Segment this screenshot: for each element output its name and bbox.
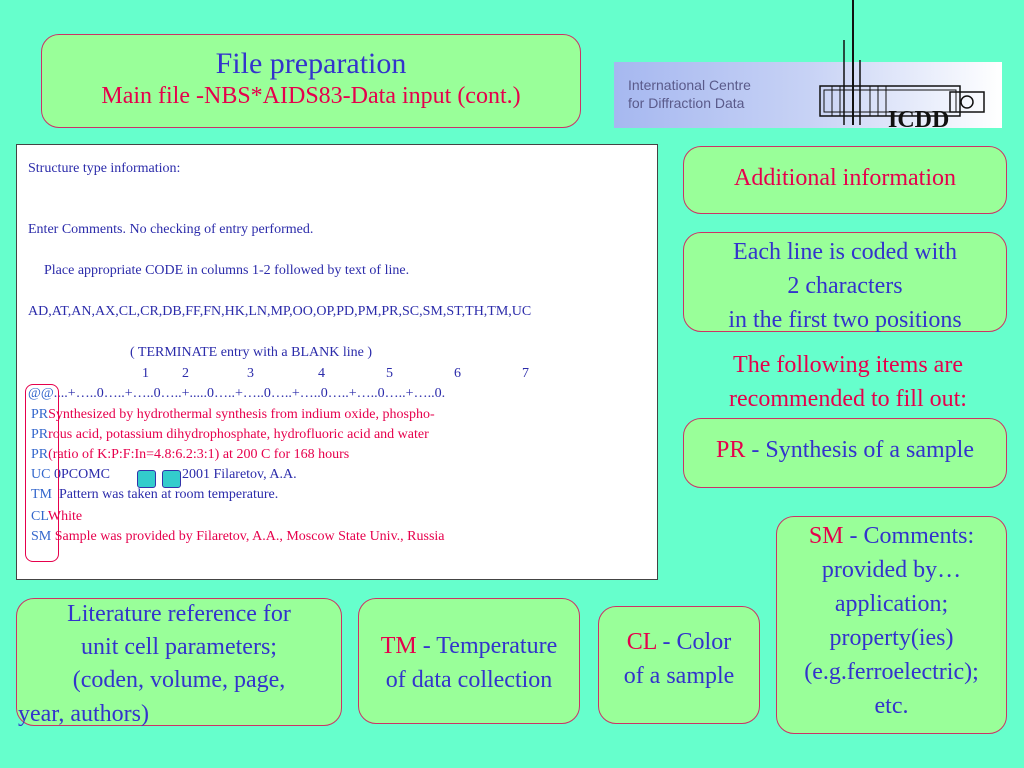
coded-line: 2 characters xyxy=(787,273,903,299)
cl-code: CL xyxy=(626,629,657,655)
code-list: AD,AT,AN,AX,CL,CR,DB,FF,FN,HK,LN,MP,OO,OP,PD,PM,PR,SC,SM,ST,TH,TM,UC xyxy=(28,304,532,319)
row-text: Pattern was taken at room temperature. xyxy=(59,487,279,502)
row-code: TM xyxy=(31,487,52,502)
icdd-logo-text xyxy=(628,76,751,112)
sm-line: application; xyxy=(834,591,949,617)
place-code-instruction: Place appropriate CODE in columns 1-2 followed by text of line. xyxy=(44,263,410,278)
row-text: Sample was provided by Filaretov, A.A., Moscow State Univ., Russia xyxy=(54,529,445,544)
column-number: 1 xyxy=(142,366,149,381)
column-number: 3 xyxy=(247,366,254,381)
row-text: 0PCOMC xyxy=(53,467,110,482)
column-number: 6 xyxy=(454,366,461,381)
uc-field-box xyxy=(137,470,156,488)
title-box xyxy=(41,34,581,128)
icdd-logo-mark xyxy=(800,0,1010,135)
logo-line-1: International Centre xyxy=(628,77,751,93)
column-number: 4 xyxy=(318,366,325,381)
ruler-code: @@ xyxy=(28,386,54,401)
entry-row xyxy=(31,487,278,503)
tm-line: of data collection xyxy=(385,667,553,693)
terminate-note: ( TERMINATE entry with a BLANK line ) xyxy=(130,345,372,360)
column-ruler xyxy=(28,386,445,402)
literature-line: year, authors) xyxy=(18,701,149,727)
tm-code: TM xyxy=(380,633,417,659)
page-title: File preparation xyxy=(215,47,407,80)
row-text: Synthesized by hydrothermal synthesis from indium oxide, phospho- xyxy=(48,407,435,422)
coded-line: in the first two positions xyxy=(728,307,962,333)
coded-line: Each line is coded with xyxy=(733,239,957,265)
pr-text: - Synthesis of a sample xyxy=(745,437,974,463)
additional-info-box xyxy=(683,146,1007,214)
comments-label: Enter Comments. No checking of entry performed. xyxy=(28,222,314,237)
row-text-author: 2001 Filaretov, A.A. xyxy=(182,467,297,482)
literature-text xyxy=(16,598,342,697)
structure-label: Structure type information: xyxy=(28,161,181,176)
literature-line: Literature reference for xyxy=(67,601,291,627)
entry-row xyxy=(31,427,429,443)
pr-code: PR xyxy=(716,437,746,463)
row-code: PR xyxy=(31,447,49,462)
following-line: recommended to fill out: xyxy=(729,386,967,412)
row-code: PR xyxy=(31,407,49,422)
logo-line-2: for Diffraction Data xyxy=(628,95,745,111)
ruler-marks: ....+…..0…..+…..0…..+.....0…..+…..0…..+…..0…..+…..0…..+…..0. xyxy=(53,386,446,401)
sm-line: property(ies) xyxy=(829,625,954,651)
entry-row xyxy=(31,529,445,545)
uc-field-box xyxy=(162,470,181,488)
row-text: rous acid, potassium dihydrophosphate, hydrofluoric acid and water xyxy=(48,427,429,442)
recommended-items-note xyxy=(690,348,1006,416)
row-code: UC xyxy=(31,467,51,482)
page-subtitle: Main file -NBS*AIDS83-Data input (cont.) xyxy=(101,83,521,109)
literature-line: (coden, volume, page, xyxy=(72,667,286,693)
cl-line: of a sample xyxy=(623,663,735,689)
row-code: CL xyxy=(31,509,48,524)
row-code: SM xyxy=(31,529,52,544)
row-code: PR xyxy=(31,427,49,442)
column-number: 7 xyxy=(522,366,529,381)
tm-info-box xyxy=(358,598,580,724)
sm-line: provided by… xyxy=(821,557,962,583)
column-number: 2 xyxy=(182,366,189,381)
additional-info-label: Additional information xyxy=(734,165,956,191)
cl-info-box xyxy=(598,606,760,724)
icdd-logo-mark-text: ICDD xyxy=(888,107,950,133)
following-line: The following items are xyxy=(733,352,963,378)
row-text: (ratio of K:P:F:In=4.8:6.2:3:1) at 200 C for 168 hours xyxy=(48,447,350,462)
sm-code: SM xyxy=(808,523,844,549)
coded-note-box xyxy=(683,232,1007,332)
sm-line: - Comments: xyxy=(843,523,975,549)
tm-line: - Temperature xyxy=(416,633,558,659)
entry-row xyxy=(31,407,435,423)
code-column-highlight xyxy=(25,384,59,562)
sm-info-box xyxy=(776,516,1007,734)
entry-row xyxy=(31,447,349,463)
row-text: White xyxy=(47,509,83,524)
data-input-panel xyxy=(16,144,658,580)
column-number: 5 xyxy=(386,366,393,381)
literature-line: unit cell parameters; xyxy=(81,634,277,660)
cl-line: - Color xyxy=(656,629,732,655)
pr-info-box xyxy=(683,418,1007,488)
sm-line: (e.g.ferroelectric); xyxy=(804,659,979,685)
sm-line: etc. xyxy=(874,693,909,719)
